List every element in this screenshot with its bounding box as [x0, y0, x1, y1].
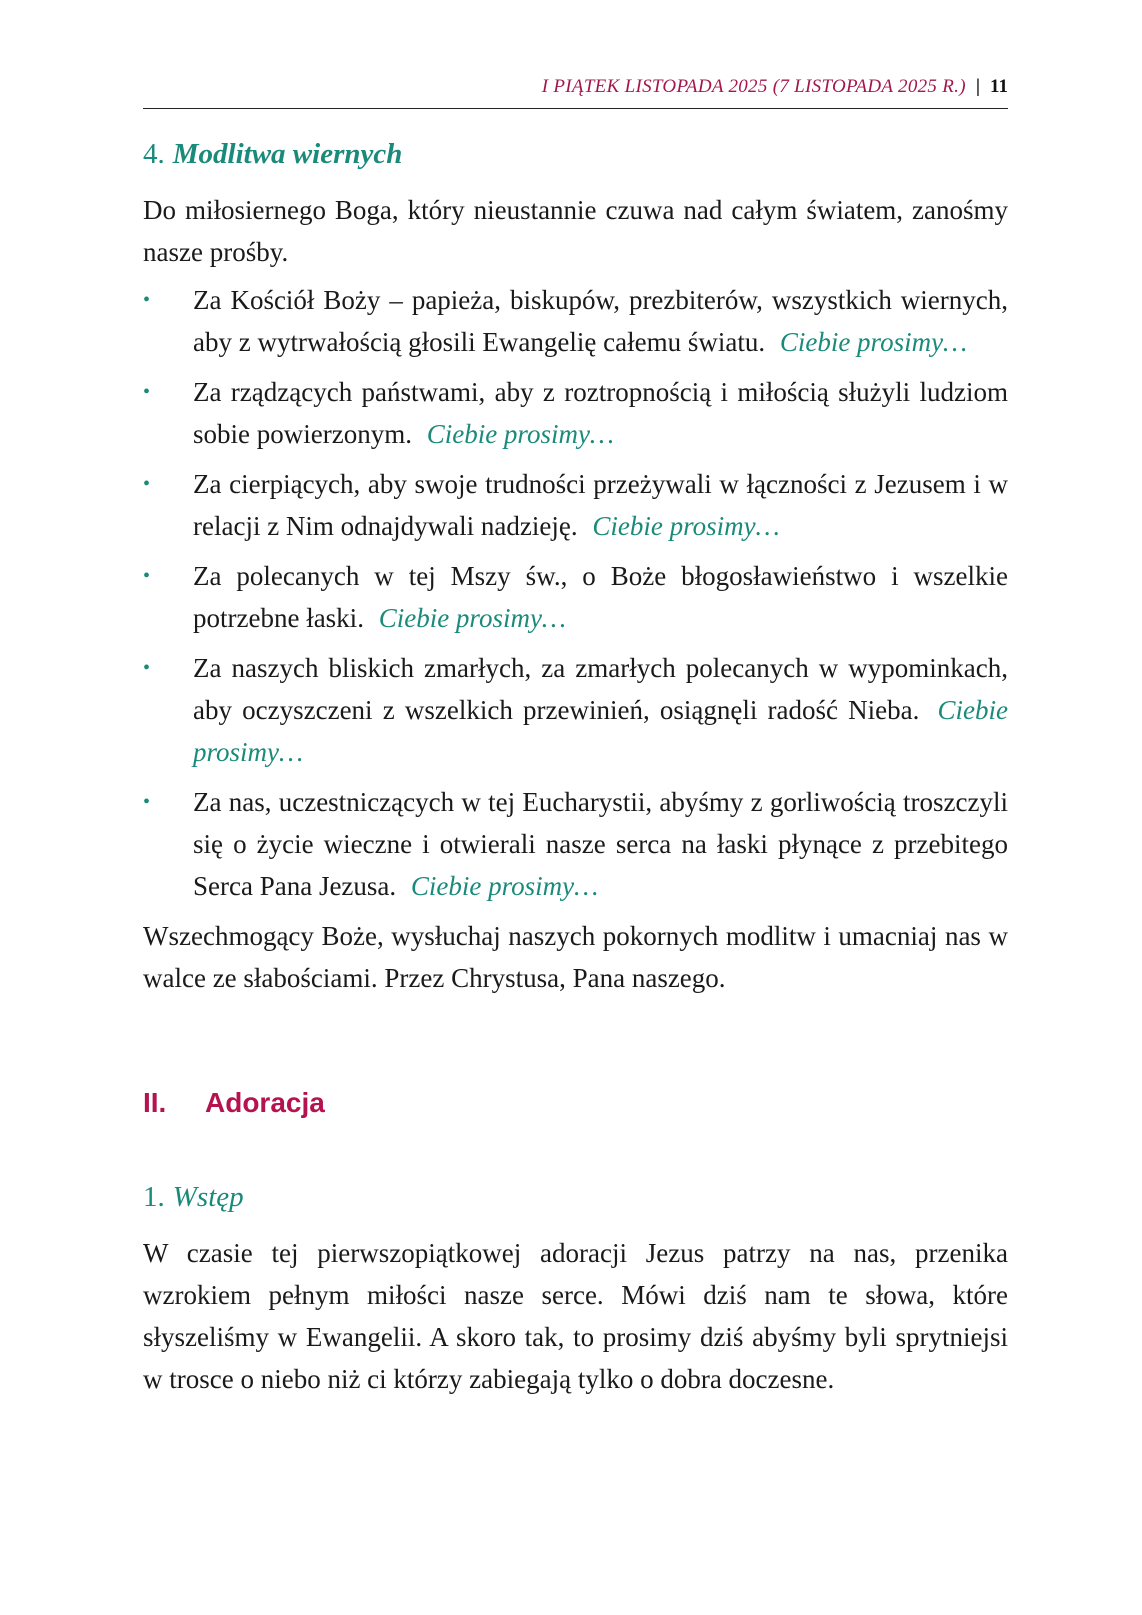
petition-text: Za nas, uczestniczących w tej Eucharystii, abyśmy z gorliwością troszczyli się o życie wieczne i otwierali nasze serca na łaski płynące z przebitego Serca Pana Jezusa. [193, 787, 1008, 901]
petition-response: Ciebie prosimy… [410, 871, 599, 901]
page-number: 11 [990, 76, 1008, 97]
wstep-paragraph: W czasie tej pierwszopiątkowej adoracji Jezus patrzy na nas, przenika wzrokiem pełnym miłości nasze serce. Mówi dziś nam te słowa, które słyszeliśmy w Ewangelii. A skoro tak, to prosimy dziś abyśmy byli sprytniejsi w trosce o niebo niż ci którzy zabiegają tylko o dobra doczesne. [143, 1238, 1008, 1394]
petition-text: Za Kościół Boży – papieża, biskupów, prezbiterów, wszystkich wiernych, aby z wytrwałością głosili Ewangelię całemu światu. [193, 285, 1008, 357]
section-number: 4. [143, 138, 165, 170]
petition-response: Ciebie prosimy… [426, 419, 614, 449]
petitions-list [143, 279, 1008, 907]
header-separator: | [975, 76, 981, 97]
section-number: 1. [143, 1181, 165, 1213]
petition-text: Za cierpiących, aby swoje trudności przeżywali w łączności z Jezusem i w relacji z Nim odnajdywali nadzieję. [193, 469, 1008, 541]
part-title: Adoracja [205, 1087, 325, 1118]
petition-item [143, 647, 1008, 773]
conclusion-paragraph: Wszechmogący Boże, wysłuchaj naszych pokornych modlitw i umacniaj nas w walce ze słabościami. Przez Chrystusa, Pana naszego. [143, 921, 1008, 993]
bullet-icon: • [143, 791, 151, 813]
petition-item [143, 555, 1008, 639]
bullet-icon: • [143, 289, 151, 311]
petition-text: Za polecanych w tej Mszy św., o Boże błogosławieństwo i wszelkie potrzebne łaski. [193, 561, 1008, 633]
petition-item [143, 279, 1008, 363]
petition-text: Za naszych bliskich zmarłych, za zmarłych polecanych w wypominkach, aby oczyszczeni z wszelkich przewinień, osiągnęli radość Nieba. [193, 653, 1008, 725]
running-title: I PIĄTEK LISTOPADA 2025 (7 LISTOPADA 2025 R.) [541, 76, 966, 97]
intro-paragraph: Do miłosiernego Boga, który nieustannie czuwa nad całym światem, zanośmy nasze prośby. [143, 195, 1008, 267]
bullet-icon: • [143, 565, 151, 587]
petition-item [143, 463, 1008, 547]
part-roman-numeral: II. [143, 1087, 167, 1118]
section-heading-wstep [143, 1181, 1008, 1214]
bullet-icon: • [143, 381, 151, 403]
petition-response: Ciebie prosimy… [378, 603, 566, 633]
running-header [143, 76, 1008, 109]
bullet-icon: • [143, 657, 151, 679]
section-title: Modlitwa wiernych [172, 138, 403, 170]
petition-text: Za rządzących państwami, aby z roztropnością i miłością służyli ludziom sobie powierzonym. [193, 377, 1008, 449]
section-title: Wstęp [172, 1181, 244, 1213]
petition-item [143, 781, 1008, 907]
petition-response: Ciebie prosimy… [779, 327, 968, 357]
page-content [143, 130, 1008, 1400]
part-heading-adoracja [143, 1087, 1008, 1119]
petition-response: Ciebie prosimy… [193, 695, 1009, 767]
petition-item [143, 371, 1008, 455]
petition-response: Ciebie prosimy… [592, 511, 780, 541]
section-heading-modlitwa [143, 138, 1008, 171]
bullet-icon: • [143, 473, 151, 495]
